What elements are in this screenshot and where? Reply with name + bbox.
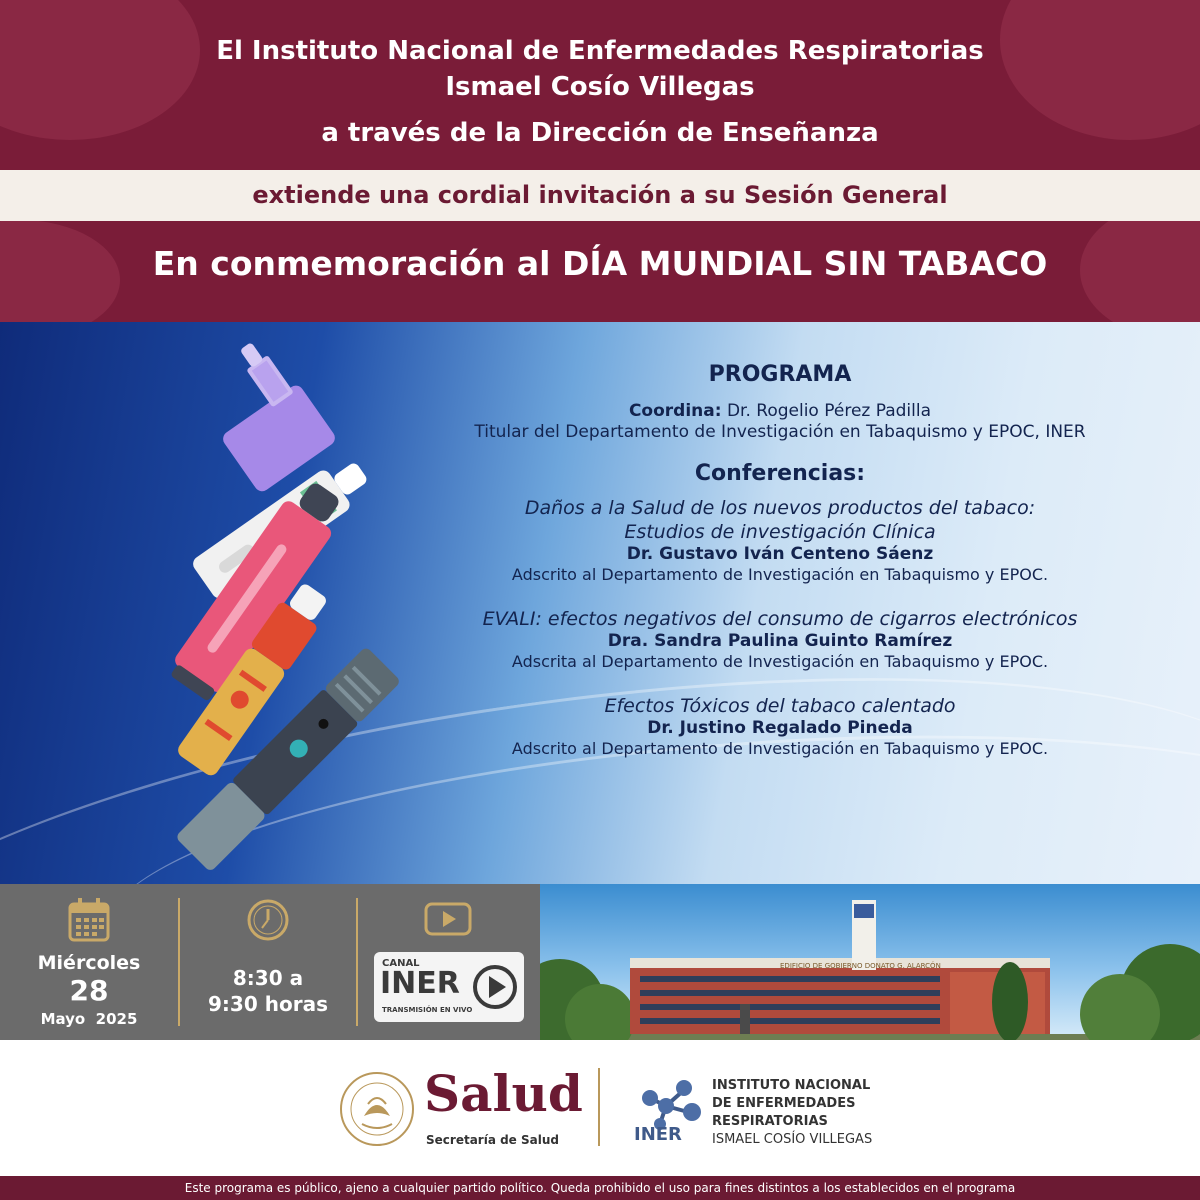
talk-title: Daños a la Salud de los nuevos productos del tabaco:: [524, 497, 1036, 519]
building-photo: [540, 884, 1200, 1040]
event-time-end: 9:30 horas: [208, 992, 328, 1016]
event-weekday: Miércoles: [37, 952, 141, 974]
talk-speaker: Dra. Sandra Paulina Guinto Ramírez: [607, 631, 953, 651]
talk-item: [460, 694, 1100, 759]
iner-name-line: RESPIRATORIAS: [712, 1114, 828, 1129]
event-info-bar: [0, 884, 540, 1040]
channel-block: [358, 884, 540, 1040]
talk-title: Efectos Tóxicos del tabaco calentado: [604, 695, 956, 717]
clock-icon: [246, 898, 290, 942]
iner-name-line: DE ENFERMEDADES: [712, 1096, 856, 1111]
channel-label: CANAL: [382, 958, 420, 969]
talk-affiliation: Adscrita al Departamento de Investigación en Tabaquismo y EPOC.: [511, 652, 1049, 671]
talk-speaker: Dr. Gustavo Iván Centeno Sáenz: [626, 544, 934, 564]
salud-logo-text: Salud: [424, 1064, 583, 1123]
iner-name-line: INSTITUTO NACIONAL: [712, 1078, 871, 1093]
mexico-seal-icon: [338, 1070, 416, 1148]
logos-row: [0, 1040, 1200, 1176]
conferences-heading: Conferencias:: [694, 461, 866, 486]
channel-sub: TRANSMISIÓN EN VIVO: [382, 1006, 473, 1014]
program-panel: [0, 322, 1200, 884]
play-icon[interactable]: [424, 902, 472, 936]
coordinator-name: Dr. Rogelio Pérez Padilla: [726, 401, 932, 421]
logo-divider: [598, 1068, 600, 1146]
talk-affiliation: Adscrito al Departamento de Investigación en Tabaquismo y EPOC.: [511, 739, 1049, 758]
invitation-band: extiende una cordial invitación a su Sesión General: [0, 170, 1200, 221]
event-time-start: 8:30 a: [232, 966, 304, 990]
institute-name: El Instituto Nacional de Enfermedades Respiratorias: [216, 36, 984, 66]
talk-title: EVALI: efectos negativos del consumo de cigarros electrónicos: [482, 608, 1078, 630]
date-block: [0, 884, 178, 1040]
event-day: 28: [69, 974, 109, 1007]
talk-speaker: Dr. Justino Regalado Pineda: [647, 718, 913, 738]
talk-affiliation: Adscrito al Departamento de Investigación en Tabaquismo y EPOC.: [511, 565, 1049, 584]
event-month-year: Mayo 2025: [40, 1010, 138, 1028]
building-illustration: [540, 884, 1200, 1040]
time-block: [180, 884, 356, 1040]
channel-name: INER: [380, 966, 460, 1001]
talk-item: [460, 607, 1100, 672]
commemoration-title: En conmemoración al DÍA MUNDIAL SIN TABACO: [152, 244, 1048, 283]
program-content: [460, 362, 1100, 781]
coordinator-label: Coordina:: [628, 401, 722, 421]
coordinator-role: Titular del Departamento de Investigación en Tabaquismo y EPOC, INER: [474, 422, 1086, 442]
coordinator-line: [460, 401, 1100, 422]
talk-title: Estudios de investigación Clínica: [624, 521, 936, 543]
program-title: PROGRAMA: [708, 362, 852, 387]
calendar-icon: [68, 898, 110, 942]
building-sign: EDIFICIO DE GOBIERNO DONATO G. ALARCÓN: [780, 962, 941, 970]
institute-name-2: Ismael Cosío Villegas: [445, 72, 755, 102]
header-banner: [0, 0, 1200, 322]
talk-item: [460, 496, 1100, 585]
footer-disclaimer: Este programa es público, ajeno a cualquier partido político. Queda prohibido el uso para fines distintos a los establecidos en el programa: [0, 1176, 1200, 1200]
direction-line: a través de la Dirección de Enseñanza: [321, 118, 879, 148]
iner-name-line: ISMAEL COSÍO VILLEGAS: [712, 1132, 873, 1147]
iner-abbr: INER: [634, 1124, 682, 1145]
play-circle-icon: [472, 964, 518, 1010]
salud-subtitle: Secretaría de Salud: [426, 1133, 559, 1147]
canal-iner-logo[interactable]: [374, 952, 524, 1022]
